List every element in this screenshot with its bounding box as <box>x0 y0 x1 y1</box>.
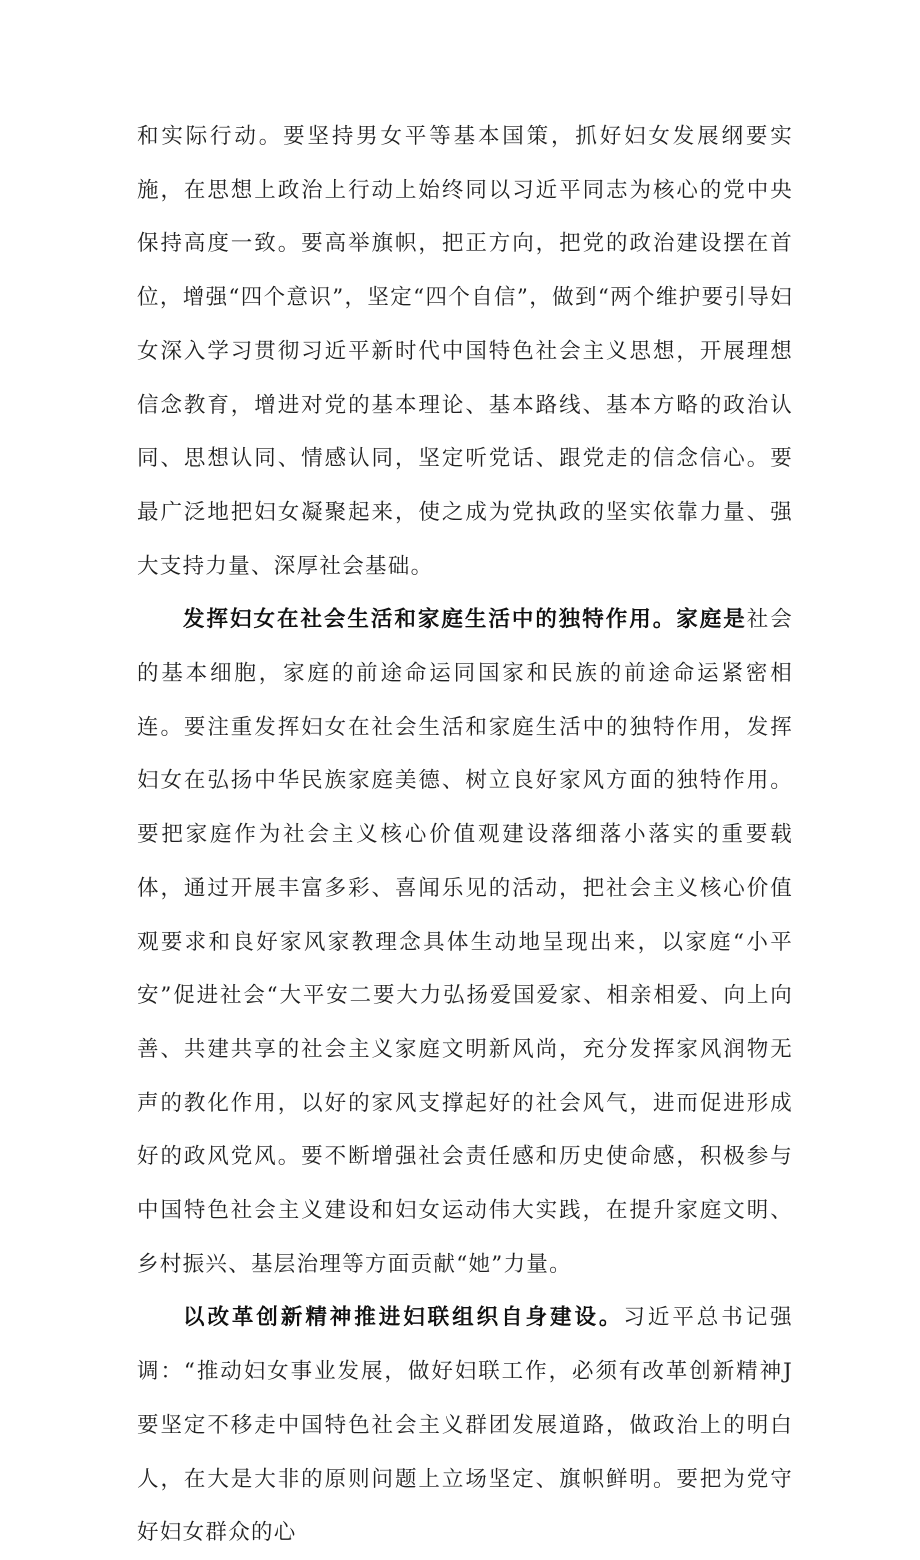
paragraph-family-role <box>137 593 793 1291</box>
paragraph-text: 习近平总书记强调：“推动妇女事业发展，做好妇联工作，必须有改革创新精神J要坚定不移走中国特色社会主义群团发展道路，做政治上的明白人，在大是大非的原则问题上立场坚定、旗帜鲜明。要把为党守好妇女群众的心 <box>137 1305 793 1546</box>
paragraph-continuation <box>137 110 793 593</box>
paragraph-text: 社会的基本细胞，家庭的前途命运同国家和民族的前途命运紧密相连。要注重发挥妇女在社会生活和家庭生活中的独特作用，发挥妇女在弘扬中华民族家庭美德、树立良好家风方面的独特作用。要把家庭作为社会主义核心价值观建设落细落小落实的重要载体，通过开展丰富多彩、喜闻乐见的活动，把社会主义核心价值观要求和良好家风家教理念具体生动地呈现出来，以家庭“小平安”促进社会“大平安二要大力弘扬爱国爱家、相亲相爱、向上向善、共建共享的社会主义家庭文明新风尚，充分发挥家风润物无声的教化作用，以好的家风支撑起好的社会风气，进而促进形成好的政风党风。要不断增强社会责任感和历史使命感，积极参与中国特色社会主义建设和妇女运动伟大实践，在提升家庭文明、乡村振兴、基层治理等方面贡献“她”力量。 <box>137 607 793 1277</box>
paragraph-lead-heading: 以改革创新精神推进妇联组织自身建设。 <box>183 1305 624 1331</box>
paragraph-reform-innovation <box>137 1291 793 1560</box>
document-body <box>137 110 793 1560</box>
paragraph-text: 和实际行动。要坚持男女平等基本国策，抓好妇女发展纲要实施，在思想上政治上行动上始终同以习近平同志为核心的党中央保持高度一致。要高举旗帜，把正方向，把党的政治建设摆在首位，增强“四个意识”，坚定“四个自信”，做到“两个维护要引导妇女深入学习贯彻习近平新时代中国特色社会主义思想，开展理想信念教育，增进对党的基本理论、基本路线、基本方略的政治认同、思想认同、情感认同，坚定听党话、跟党走的信念信心。要最广泛地把妇女凝聚起来，使之成为党执政的坚实依靠力量、强大支持力量、深厚社会基础。 <box>137 124 793 579</box>
paragraph-lead-heading: 发挥妇女在社会生活和家庭生活中的独特作用。家庭是 <box>183 607 747 633</box>
